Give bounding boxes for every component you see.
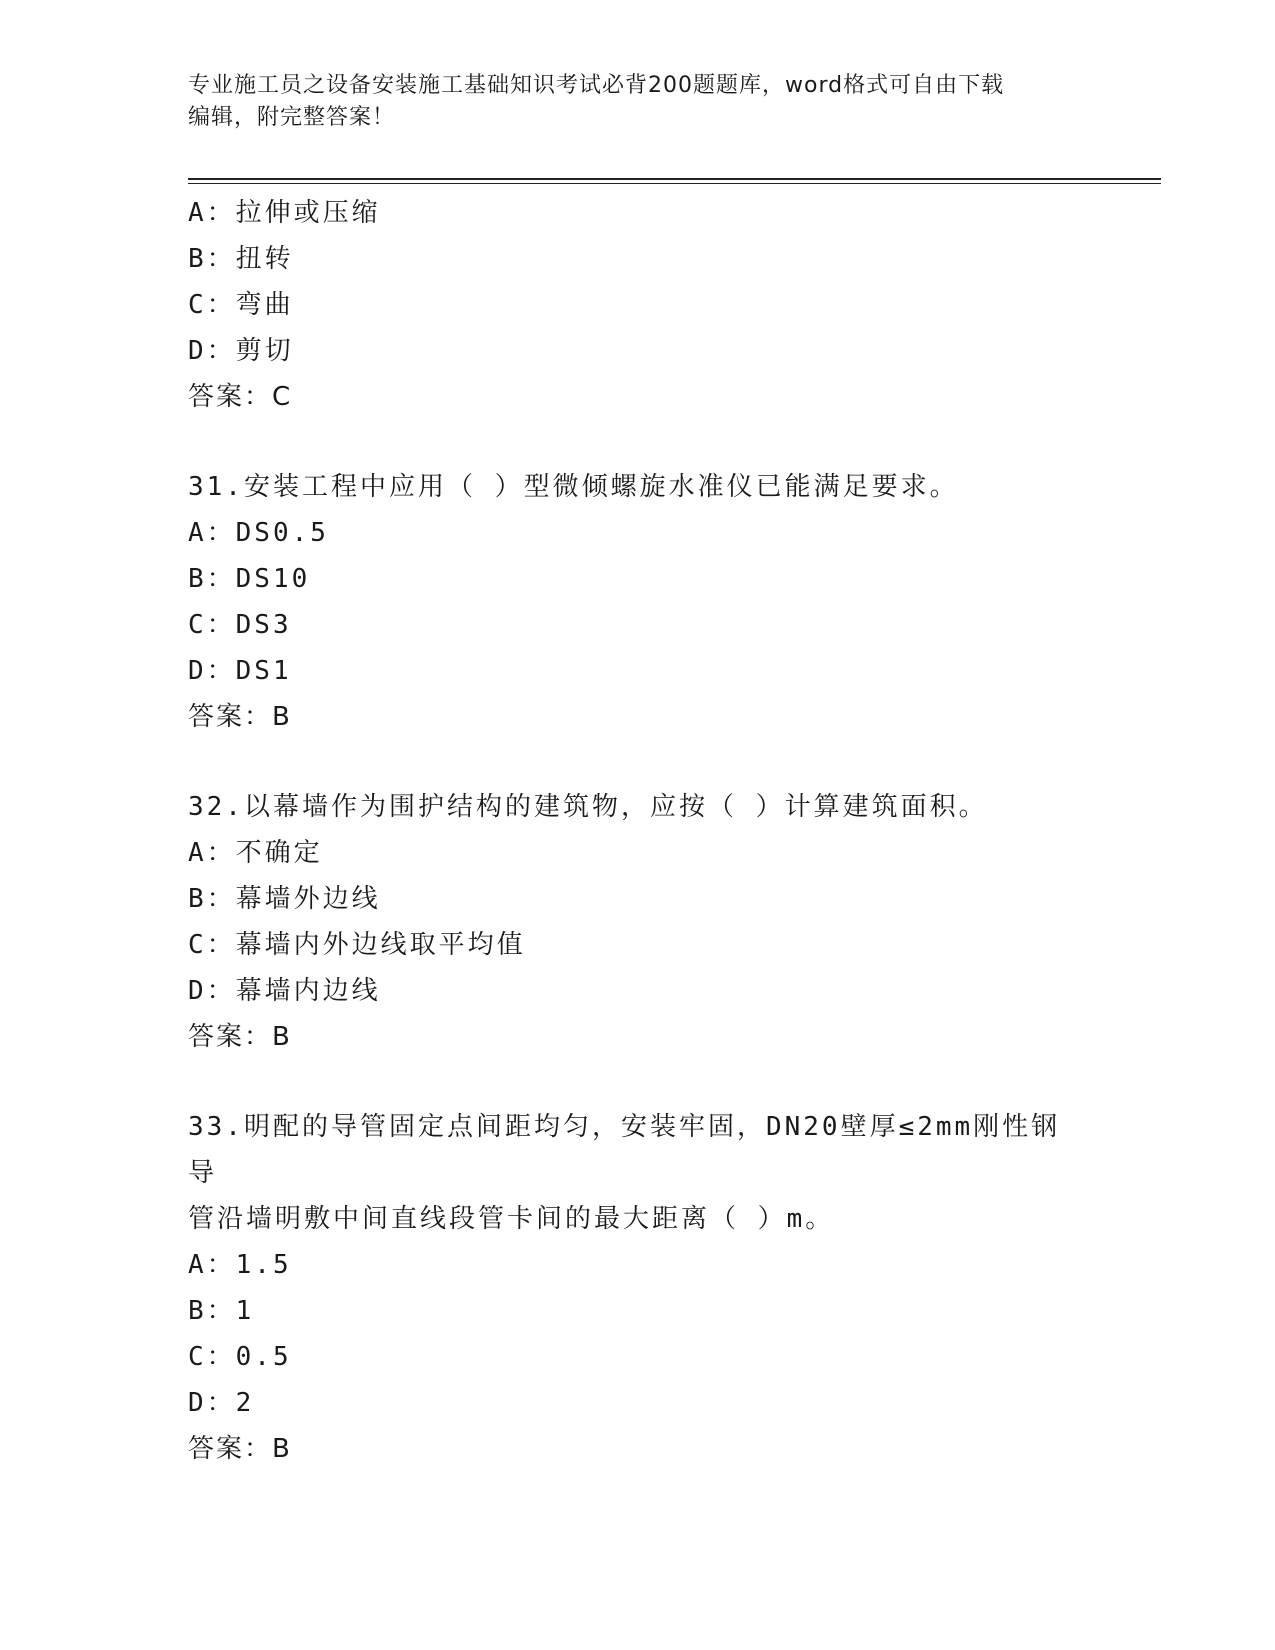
header-line-2: 编辑，附完整答案！ (188, 105, 396, 130)
header-line-1: 专业施工员之设备安装施工基础知识考试必背200题题库，word格式可自由下载 (188, 73, 1005, 98)
option-d: D：2 (188, 1388, 255, 1418)
option-d: D：幕墙内边线 (188, 976, 381, 1006)
option-a: A：不确定 (188, 838, 323, 868)
option-a: A：1.5 (188, 1250, 292, 1280)
question-text: 32.以幕墙作为围护结构的建筑物，应按（ ）计算建筑面积。 (188, 792, 988, 822)
answer: 答案：B (188, 1434, 292, 1464)
option-a: A：DS0.5 (188, 518, 329, 548)
option-c: C：幕墙内外边线取平均值 (188, 930, 526, 960)
question-text-line-2: 管沿墙明敷中间直线段管卡间的最大距离（ ）m。 (188, 1204, 835, 1234)
answer: 答案：B (188, 702, 292, 732)
question-32 (188, 784, 1088, 1060)
option-a: A：拉伸或压缩 (188, 198, 381, 228)
header-divider-thin (188, 183, 1161, 184)
answer: 答案：C (188, 382, 293, 412)
option-b: B：扭转 (188, 244, 294, 274)
option-d: D：剪切 (188, 336, 294, 366)
option-b: B：DS10 (188, 564, 311, 594)
option-c: C：0.5 (188, 1342, 292, 1372)
question-31 (188, 464, 1088, 740)
document-header (188, 70, 1088, 134)
option-c: C：DS3 (188, 610, 292, 640)
question-text: 31.安装工程中应用（ ）型微倾螺旋水准仪已能满足要求。 (188, 472, 959, 502)
option-d: D：DS1 (188, 656, 292, 686)
option-c: C：弯曲 (188, 290, 294, 320)
option-b: B：幕墙外边线 (188, 884, 381, 914)
question-30-continued (188, 190, 1088, 420)
question-33 (188, 1104, 1088, 1472)
question-text-line-1: 33.明配的导管固定点间距均匀，安装牢固，DN20壁厚≤2mm刚性钢导 (188, 1112, 1061, 1188)
header-divider-thick (188, 178, 1161, 180)
option-b: B：1 (188, 1296, 255, 1326)
answer: 答案：B (188, 1022, 292, 1052)
question-list (188, 190, 1088, 1472)
